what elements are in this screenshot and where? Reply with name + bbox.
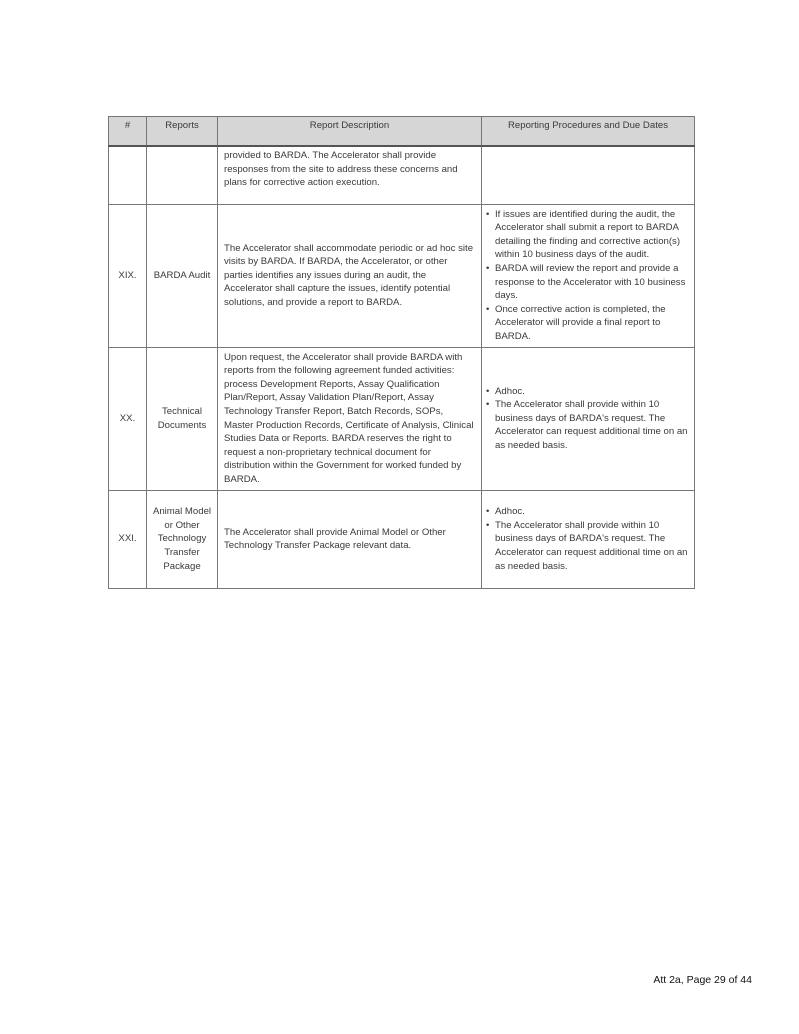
row-number: XX.	[109, 347, 147, 490]
header-reporting-procedures: Reporting Procedures and Due Dates	[482, 117, 695, 147]
procedures-list	[485, 208, 688, 344]
header-number: #	[109, 117, 147, 147]
header-reports: Reports	[147, 117, 218, 147]
table-row	[109, 146, 695, 204]
page-footer: Att 2a, Page 29 of 44	[653, 974, 752, 986]
row-procedures	[482, 146, 695, 204]
row-procedures	[482, 347, 695, 490]
row-report-name: Technical Documents	[147, 347, 218, 490]
procedure-item: • The Accelerator shall provide within 10 business days of BARDA's request. The Accelerator can request additional time on an as needed basis.	[485, 519, 688, 573]
row-description: The Accelerator shall provide Animal Model or Other Technology Transfer Package relevant data.	[218, 490, 482, 588]
reports-table	[108, 116, 695, 589]
row-number	[109, 146, 147, 204]
row-number: XIX.	[109, 204, 147, 347]
procedure-item: • Adhoc.	[485, 385, 688, 399]
procedures-list	[485, 505, 688, 573]
row-description: provided to BARDA. The Accelerator shall provide responses from the site to address these concerns and plans for corrective action execution.	[218, 146, 482, 204]
procedure-item: • BARDA will review the report and provide a response to the Accelerator with 10 business days.	[485, 262, 688, 303]
procedures-list	[485, 385, 688, 453]
table-row	[109, 347, 695, 490]
row-procedures	[482, 490, 695, 588]
row-report-name	[147, 146, 218, 204]
table-row	[109, 490, 695, 588]
procedure-item: • The Accelerator shall provide within 10 business days of BARDA's request. The Accelerator can request additional time on an as needed basis.	[485, 398, 688, 452]
row-report-name: BARDA Audit	[147, 204, 218, 347]
header-report-description: Report Description	[218, 117, 482, 147]
row-report-name: Animal Model or Other Technology Transfer Package	[147, 490, 218, 588]
reports-table-container	[108, 116, 694, 589]
procedure-item: • Adhoc.	[485, 505, 688, 519]
row-description: The Accelerator shall accommodate periodic or ad hoc site visits by BARDA. If BARDA, the Accelerator, or other parties identifies any issues during an audit, the Accelerator shall capture the issues, identify potential solutions, and provide a report to BARDA.	[218, 204, 482, 347]
table-header-row	[109, 117, 695, 147]
row-procedures	[482, 204, 695, 347]
row-number: XXI.	[109, 490, 147, 588]
row-description: Upon request, the Accelerator shall provide BARDA with reports from the following agreement funded activities: process Development Reports, Assay Qualification Plan/Report, Assay Validation Plan/Report, Assay Technology Transfer Report, Batch Records, SOPs, Master Production Records, Certificate of Analysis, Clinical Studies Data or Reports. BARDA reserves the right to request a non-proprietary technical document for distribution within the Government for worked funded by BARDA.	[218, 347, 482, 490]
procedure-item: • Once corrective action is completed, the Accelerator will provide a final report to BARDA.	[485, 303, 688, 344]
table-row	[109, 204, 695, 347]
procedure-item: • If issues are identified during the audit, the Accelerator shall submit a report to BARDA detailing the finding and corrective action(s) within 10 business days of the audit.	[485, 208, 688, 262]
